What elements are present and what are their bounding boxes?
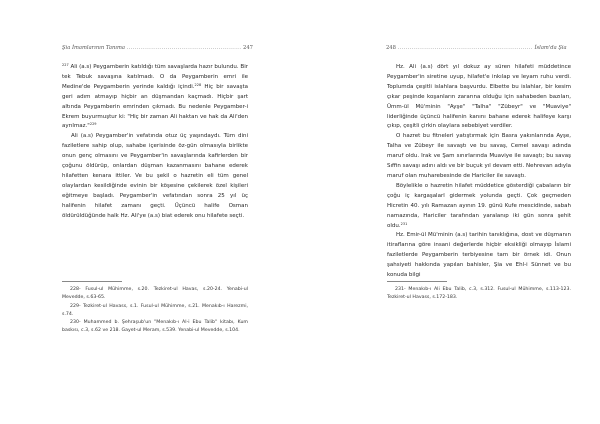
left-header-leader: ........................................................ <box>126 45 242 51</box>
right-footnotes <box>387 286 571 303</box>
left-page-header <box>62 45 253 55</box>
paragraph <box>387 182 571 232</box>
footnote-marker: 231 <box>400 221 408 226</box>
paragraph-text: O hazret bu fitneleri yatıştırmak için Basra yakınlarında Ayşe, Talha ve Zübeyr ile savaştı ve bu savaş, Cemel savaşı adında maruf oldu. Irak ve Şam sınırlarında Muaviye ile savaştı; bu savaş Sıffin savaşı adını aldı ve bir buçuk yıl devam etti. Nehrevan adıyla maruf olan muharebesinde de Hariciler ile savaştı. <box>387 133 571 179</box>
right-body-text <box>387 63 571 281</box>
footnote: 228- Fusul-ul Mühimme, s.20. Tezkiret-ul Havas, s.20-24. Yenabi-ul Mevedde, s.63-65. <box>62 287 248 301</box>
footnote-marker: 227 <box>62 63 69 67</box>
paragraph-text: Hz. Ali (a.s) dört yıl dokuz ay süren hilafeti müddetince Peygamber'in siretine uyup, hilafet'e inkılap ve leyam ruhu verdi. Toplumda çeşitli islahlara başvurdu. Elbette bu islahlar, bir kesim çıkar peşinde koşanların zararına olduğu için sahabeden bazıları, Ümm-ül Mü'minin "Ayşe" "Talha" "Zübeyr" ve "Muaviye" liderliğinde üçüncü halifenin kanını bahane ederek halifeye karşı çıkıp, çeşitli çirkin olaylara sebebiyet verdiler. <box>387 64 571 130</box>
paragraph <box>62 132 248 221</box>
footnote-marker: 229 <box>89 122 97 127</box>
paragraph <box>387 231 571 281</box>
left-header-title: Şia İmamlarının Tanıma <box>62 45 125 51</box>
right-header-title: İslam'da Şia <box>534 45 567 51</box>
paragraph <box>62 63 248 132</box>
footnote: 231- Menakıb-ı Ali Ebu Talib, c.3, s.312. Fusul-ul Mühimme, s.113-123. Tezkiret-ul Havass, s.172-183. <box>387 287 571 301</box>
left-page-number: 247 <box>243 45 253 51</box>
footnote: 229- Tezkiret-ul Havass, s.1. Fusul-ul Mühimme, s.21. Menakıb-ı Harezmi, s.74. <box>62 303 248 317</box>
paragraph-text: Hz. Emir-ül Mü'minin (a.s) tarihin tanıklığına, dost ve düşmanın itiraflarına göre insani değerlerde hiçbir eksikliği olmayıp İslami faziletlerde Peygamberin terbiyesine tam bir örnek idi. Onun şahsiyeti hakkında yapılan bahisler, Şia ve Ehl-i Sünnet ve bu konuda bilgi <box>387 232 571 279</box>
right-header-leader: .................................................................. <box>397 45 533 51</box>
paragraph-text: Hiç bir savaşta geri adım atmayıp hiçbir an düşmandan kaçmadı. Hiçbir şart altında Peygamberin emrinden çıkmadı. Bu nedenle Peygamber-i Ekrem buyurmuştur ki: "Hiç bir zaman Ali haktan ve hak da Ali'den ayrılmaz." <box>62 83 248 130</box>
right-footnote-rule <box>387 281 447 282</box>
left-body-text <box>62 63 248 222</box>
paragraph <box>387 63 571 132</box>
footnote: 230- Muhammed b. Şehraşub'un "Menakıb-ı Al-i Ebu Talib" kitabı, Kum baskısı, c.3, s.62 ve 218. Gayet-ul Meram, s.539. Yenabi-ul Mevedde, s.104. <box>62 320 248 334</box>
paragraph-text: Böylelikle o hazretin hilafet müddetice gösterdiği çabaların bir çoğu iç kargaşalarl gidermek yolunda geçti. Çok geçmeden Hicretin 40. yılı Ramazan ayının 19. günü Kufe mescidinde, sabah namazında, Hariciler tarafından yaralanıp iki gün sonra şehit oldu. <box>387 182 571 229</box>
paragraph-text: Ali (a.s) Peygamberin katıldığı tüm savaşlarda hazır bulundu. Bir tek Tebuk savaşına katılmadı. O da Peygamberin emri ile Medine'de Peygamberin yerinde kaldığı içindi. <box>62 64 248 90</box>
right-page-header <box>386 45 570 55</box>
right-page-number: 248 <box>386 45 396 51</box>
footnote-marker: 228 <box>194 82 202 87</box>
right-page <box>300 0 600 424</box>
left-footnote-rule <box>62 281 122 282</box>
paragraph-text: Ali (a.s) Peygamber'in vefatında otuz üç yaşındaydı. Tüm dini faziletlere sahip olup, sahabe içerisinde öz-gün olmasıyla birlikte onun genç olmasını ve Peygamber'in savaşlarında kafirlerden bir çoğunu öldürüp, onlardan düşman kazanmasını bahane ederek hilafetten kenara ittiler. Ve bu şekil o hazretin eli tüm genel olaylardan kesildiğinde evinin bir köşesine çekilerek özel kişileri eğitmeye başladı. Peygamber'in vefatından sonra 25 yıl üç halifenin hilafet zamanı geçti. Üçüncü halife Osman öldürüldüğünde halk Hz. Ali'ye (a.s) biat ederek onu hilafete seçti. <box>62 133 248 219</box>
left-footnotes <box>62 286 248 336</box>
paragraph <box>387 132 571 182</box>
